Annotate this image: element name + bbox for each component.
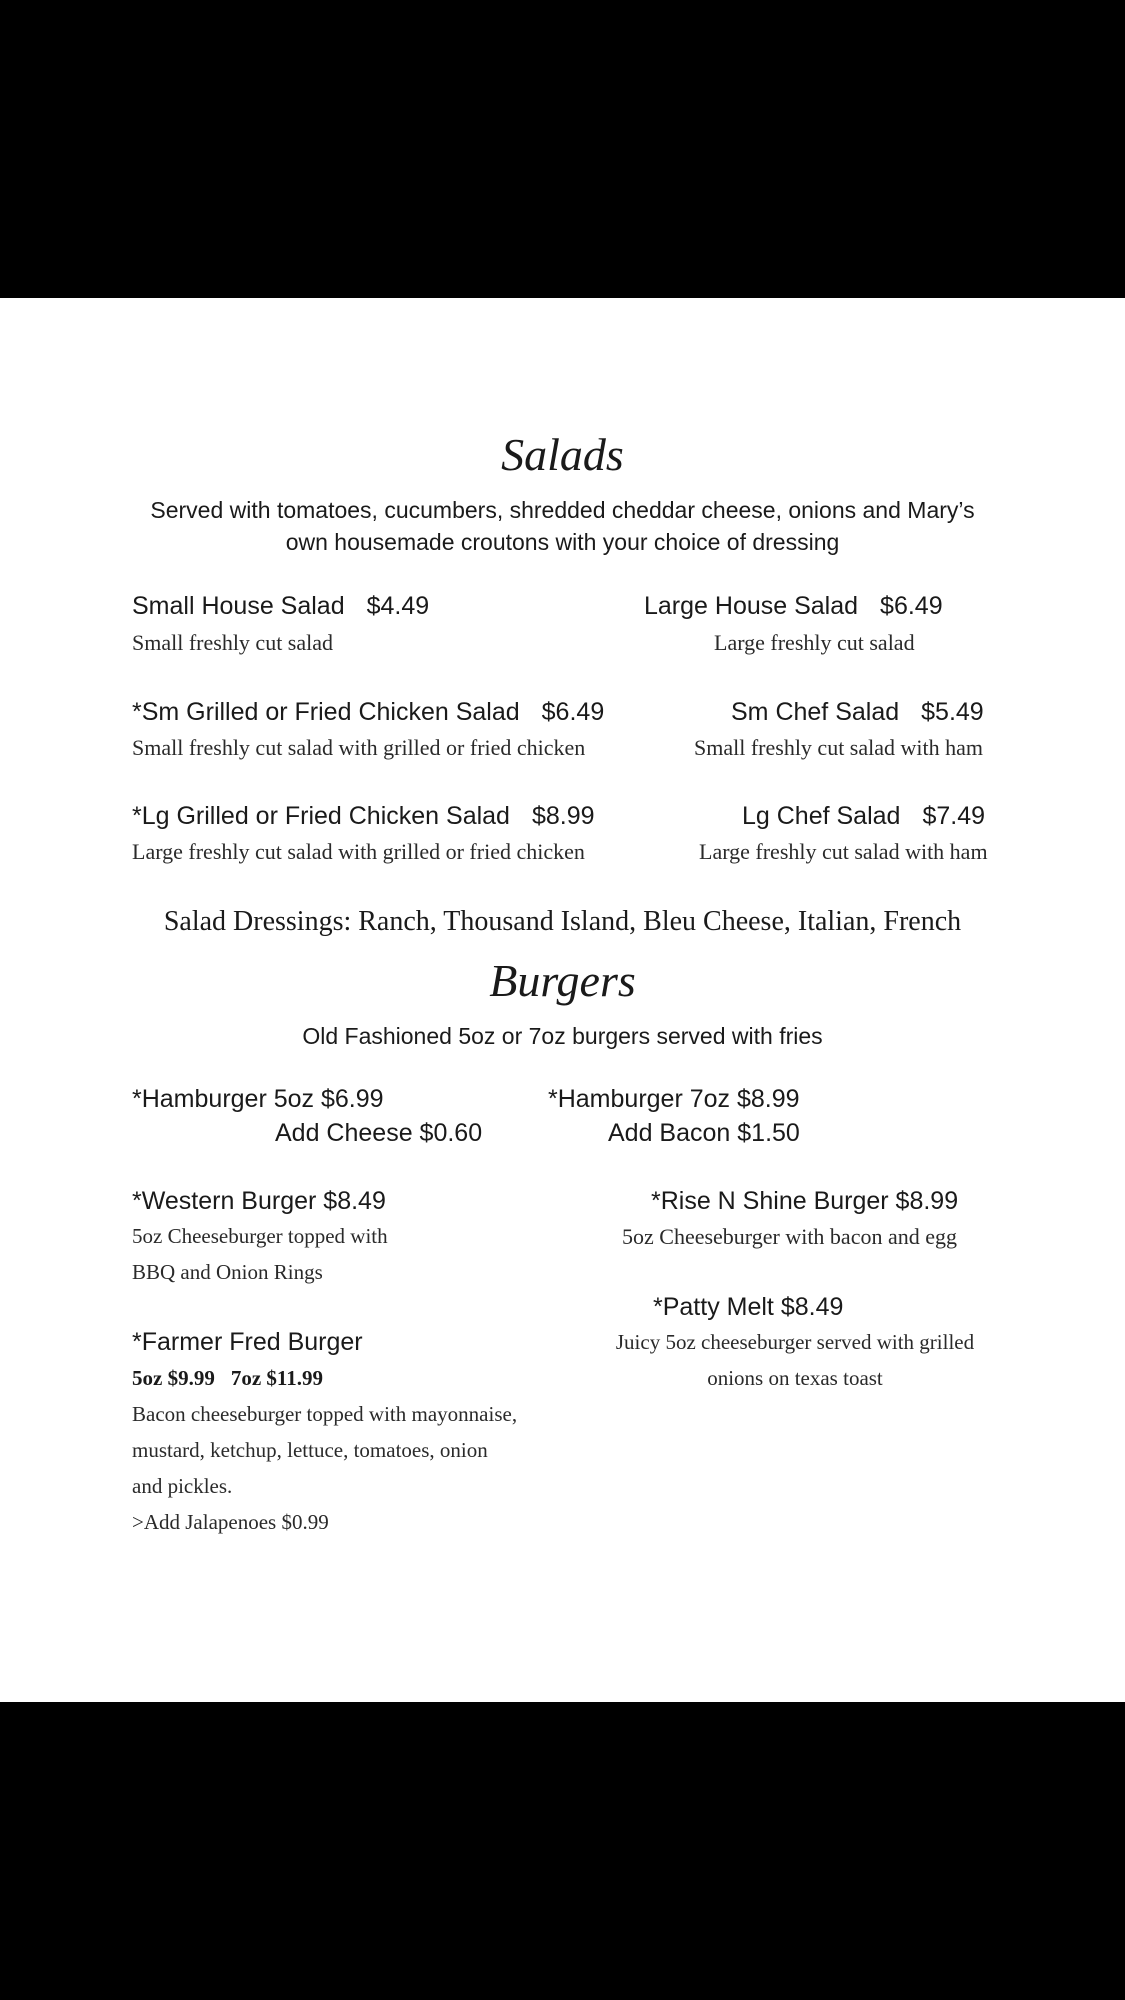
menu-item-hamburger-7oz: *Hamburger 7oz $8.99: [548, 1085, 800, 1113]
burgers-heading: Burgers: [489, 955, 636, 1006]
item-description: Small freshly cut salad with ham: [694, 735, 983, 760]
menu-item-hamburger-5oz: *Hamburger 5oz $6.99: [132, 1085, 384, 1113]
item-price: $4.49: [366, 592, 430, 620]
item-name: Small House Salad: [132, 592, 345, 620]
item-description: Small freshly cut salad with grilled or fried chicken: [132, 735, 586, 760]
item-description: Small freshly cut salad: [132, 630, 334, 655]
salads-intro-line-2: own housemade croutons with your choice of dressing: [285, 529, 840, 555]
menu-item-lg-chef-salad: [742, 802, 985, 831]
salads-heading: Salads: [501, 429, 624, 480]
item-description: Large freshly cut salad with ham: [699, 839, 988, 864]
farmer-fred-prices: [132, 1366, 323, 1391]
item-name: Sm Chef Salad: [731, 698, 900, 726]
item-name: *Sm Grilled or Fried Chicken Salad: [132, 698, 520, 726]
item-description: Large freshly cut salad with grilled or fried chicken: [132, 839, 585, 864]
item-price: $8.99: [531, 802, 595, 830]
menu-item-large-house-salad: [644, 592, 943, 621]
item-name: Large House Salad: [644, 592, 859, 620]
menu-item-sm-chef-salad: [731, 698, 984, 727]
salads-intro: [0, 494, 1125, 558]
description-line: Bacon cheeseburger topped with mayonnaise,: [132, 1402, 518, 1426]
item-price: $6.49: [541, 698, 605, 726]
description-line: BBQ and Onion Rings: [132, 1260, 323, 1284]
addon-jalapenoes: >Add Jalapenoes $0.99: [132, 1510, 329, 1534]
rise-n-shine-description: 5oz Cheeseburger with bacon and egg: [622, 1224, 957, 1249]
menu-item-rise-n-shine-burger: *Rise N Shine Burger $8.99: [651, 1187, 959, 1215]
description-line: mustard, ketchup, lettuce, tomatoes, onion: [132, 1438, 488, 1462]
description-line: Juicy 5oz cheeseburger served with grilled: [615, 1330, 975, 1354]
description-line: and pickles.: [132, 1474, 233, 1498]
menu-item-sm-chicken-salad: [132, 698, 604, 727]
item-name: Lg Chef Salad: [742, 802, 901, 830]
item-price: $7.49: [922, 802, 986, 830]
menu-item-western-burger: *Western Burger $8.49: [132, 1187, 386, 1215]
menu-item-patty-melt: *Patty Melt $8.49: [653, 1293, 844, 1321]
item-name: *Lg Grilled or Fried Chicken Salad: [132, 802, 510, 830]
item-description: Large freshly cut salad: [714, 630, 915, 655]
item-price: $5.49: [921, 698, 984, 726]
burgers-intro: Old Fashioned 5oz or 7oz burgers served with fries: [302, 1023, 823, 1049]
menu-page: [0, 298, 1125, 1702]
description-line: 5oz Cheeseburger topped with: [132, 1224, 388, 1248]
menu-item-small-house-salad: [132, 592, 429, 621]
add-cheese: Add Cheese $0.60: [275, 1119, 483, 1147]
farmer-fred-description: [132, 1396, 592, 1540]
salad-dressings: Salad Dressings: Ranch, Thousand Island, Bleu Cheese, Italian, French: [163, 906, 962, 937]
price-7oz: 7oz $11.99: [230, 1366, 323, 1390]
menu-item-lg-chicken-salad: [132, 802, 595, 831]
patty-melt-description: [595, 1324, 995, 1396]
menu-item-farmer-fred-burger: *Farmer Fred Burger: [132, 1328, 363, 1356]
price-5oz: 5oz $9.99: [132, 1366, 215, 1390]
add-bacon: Add Bacon $1.50: [608, 1119, 800, 1147]
western-burger-description: [132, 1218, 552, 1290]
salads-intro-line-1: Served with tomatoes, cucumbers, shredded cheddar cheese, onions and Mary’s: [150, 497, 975, 523]
item-price: $6.49: [880, 592, 943, 620]
description-line: onions on texas toast: [707, 1366, 883, 1390]
